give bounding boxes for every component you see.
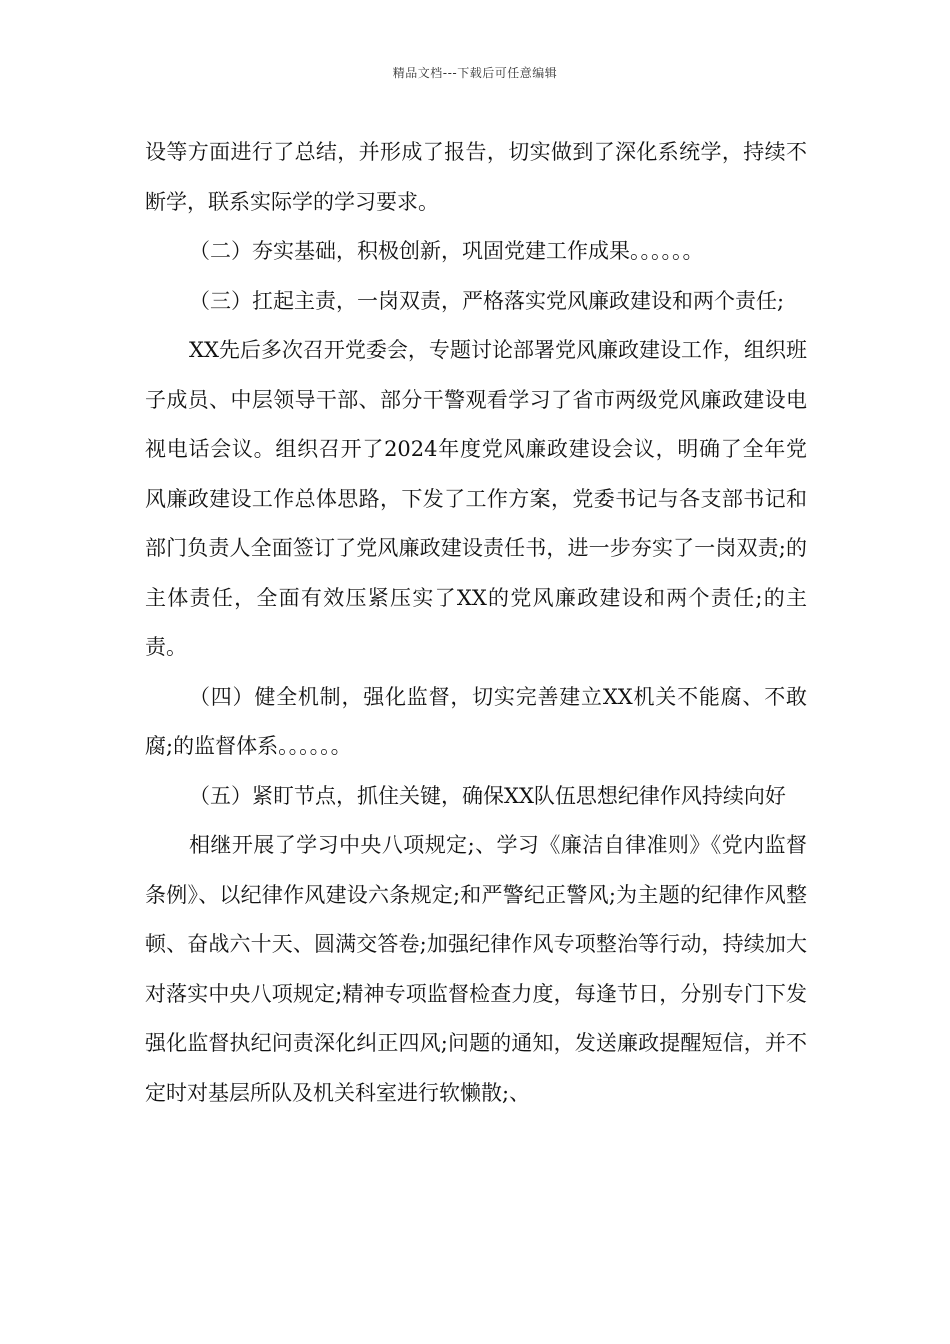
- paragraph-4: XX先后多次召开党委会，专题讨论部署党风廉政建设工作，组织班子成员、中层领导干部、部分干警观看学习了省市两级党风廉政建设电视电话会议。组织召开了2024年度党风廉政建设会议，明确了全年党风廉政建设工作总体思路，下发了工作方案，党委书记与各支部书记和部门负责人全面签订了党风廉政建设责任书，进一步夯实了一岗双责;的主体责任，全面有效压紧压实了XX的党风廉政建设和两个责任;的主责。: [145, 338, 807, 659]
- paragraph-1: 设等方面进行了总结，并形成了报告，切实做到了深化系统学，持续不断学，联系实际学的学习要求。: [145, 140, 807, 214]
- paragraph-3: （三）扛起主责，一岗双责，严格落实党风廉政建设和两个责任;: [189, 288, 785, 313]
- page-header: 精品文档---下载后可任意编辑: [392, 66, 558, 80]
- paragraph-7: 相继开展了学习中央八项规定;、学习《廉洁自律准则》《党内监督条例》、以纪律作风建设六条规定;和严警纪正警风;为主题的纪律作风整顿、奋战六十天、圆满交答卷;加强纪律作风专项整治等行动，持续加大对落实中央八项规定;精神专项监督检查力度，每逢节日，分别专门下发强化监督执纪问责深化纠正四风;问题的通知，发送廉政提醒短信，并不定时对基层所队及机关科室进行软懒散;、: [145, 833, 807, 1105]
- paragraph-6: （五）紧盯节点，抓住关键，确保XX队伍思想纪律作风持续向好: [189, 783, 786, 808]
- paragraph-2: （二）夯实基础，积极创新，巩固党建工作成果。。。。。。: [189, 239, 704, 263]
- paragraph-5: （四）健全机制，强化监督，切实完善建立XX机关不能腐、不敢腐;的监督体系。。。。。。: [145, 684, 807, 758]
- document-body: [145, 128, 807, 1118]
